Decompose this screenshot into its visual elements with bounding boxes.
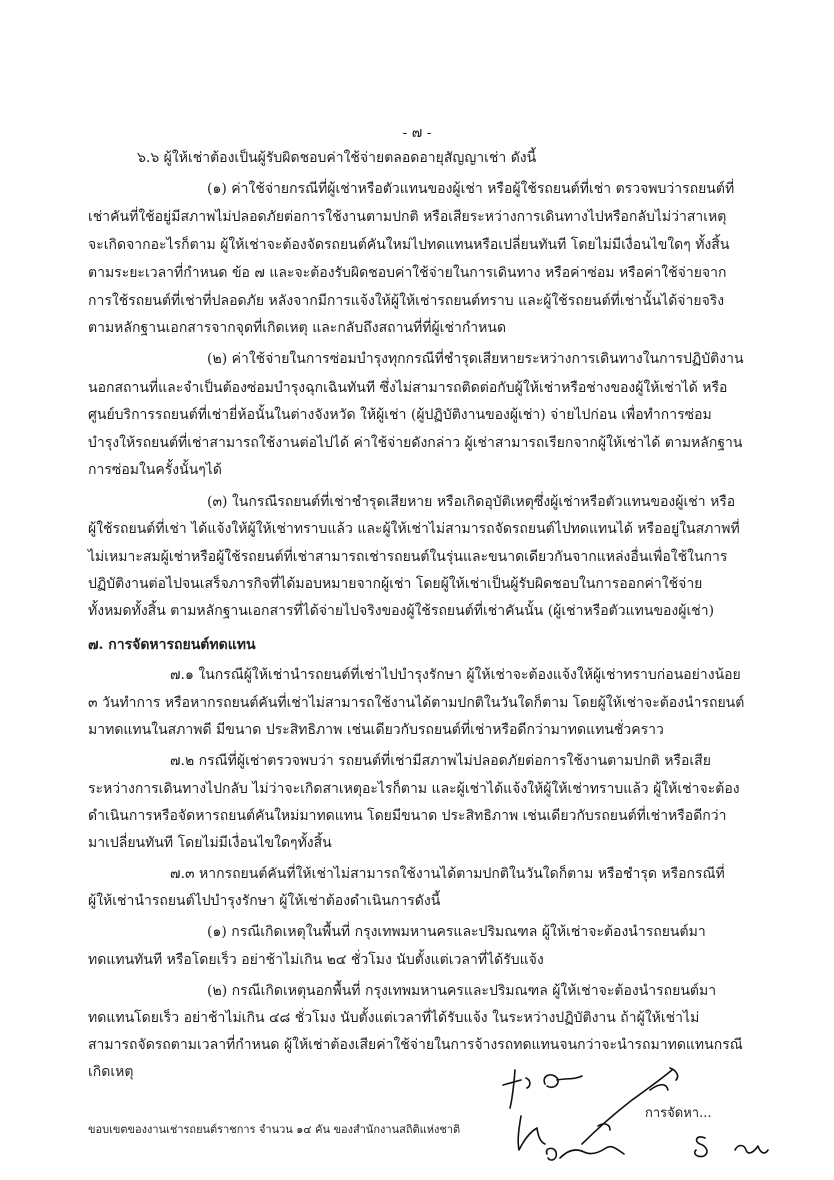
item-2-line: ศูนย์บริการรถยนต์ที่เช่ายี่ห้อนั้นในต่างจังหวัด ให้ผู้เช่า (ผู้ปฏิบัติงานของผู้เช่า) จ่ายไปก่อน เพื่อทำการซ่อม	[88, 407, 712, 423]
para-7-2-line: ๗.๒ กรณีที่ผู้เช่าตรวจพบว่า รถยนต์ที่เช่ามีสภาพไม่ปลอดภัยต่อการใช้งานตามปกติ หรือเสีย	[170, 753, 711, 769]
item-3-line: ไม่เหมาะสมผู้เช่าหรือผู้ใช้รถยนต์ที่เช่าสามารถเช่ารถยนต์ในรุ่นและขนาดเดียวกันจากแหล่งอื่นเพื่อใช้ในการ	[88, 549, 728, 565]
page-number: - ๗ -	[402, 125, 432, 141]
item-3-line: (๓) ในกรณีรถยนต์ที่เช่าชำรุดเสียหาย หรือเกิดอุบัติเหตุซึ่งผู้เช่าหรือตัวแทนของผู้เช่า หรือ	[207, 494, 736, 510]
footer-text: ขอบเขตของงานเช่ารถยนต์ราชการ จำนวน ๑๔ คัน ของสำนักงานสถิติแห่งชาติ	[88, 1123, 461, 1136]
para-7-3-2-line: เกิดเหตุ	[88, 1064, 134, 1080]
signature-1	[503, 1070, 582, 1108]
section-7-heading: ๗. การจัดหารถยนต์ทดแทน	[88, 637, 256, 653]
item-2-line: บำรุงให้รถยนต์ที่เช่าสามารถใช้งานต่อไปได้ ค่าใช้จ่ายดังกล่าว ผู้เช่าสามารถเรียกจากผู้ให้เช่าได้ ตามหลักฐาน	[88, 435, 743, 451]
section-6-6-title: ๖.๖ ผู้ให้เช่าต้องเป็นผู้รับผิดชอบค่าใช้จ่ายตลอดอายุสัญญาเช่า ดังนี้	[137, 150, 537, 166]
para-7-2-line: ดำเนินการหรือจัดหารถยนต์คันใหม่มาทดแทน โดยมีขนาด ประสิทธิภาพ เช่นเดียวกับรถยนต์ที่เช่าหรือดีกว่า	[88, 808, 727, 824]
item-1-line: ตามหลักฐานเอกสารจากจุดที่เกิดเหตุ และกลับถึงสถานที่ที่ผู้เช่ากำหนด	[88, 320, 507, 336]
item-2-line: (๒) ค่าใช้จ่ายในการซ่อมบำรุงทุกกรณีที่ชำรุดเสียหายระหว่างการเดินทางในการปฏิบัติงาน	[207, 351, 744, 367]
para-7-3-1-line: ทดแทนทันที หรือโดยเร็ว อย่าช้าไม่เกิน ๒๔ ชั่วโมง นับตั้งแต่เวลาที่ได้รับแจ้ง	[88, 952, 544, 968]
para-7-1-line: มาทดแทนในสภาพดี มีขนาด ประสิทธิภาพ เช่นเดียวกับรถยนต์ที่เช่าหรือดีกว่ามาทดแทนชั่วคราว	[88, 722, 664, 738]
para-7-3-line: ๗.๓ หากรถยนต์คันที่ให้เช่าไม่สามารถใช้งานได้ตามปกติในวันใดก็ตาม หรือชำรุด หรือกรณีที่	[170, 866, 725, 882]
para-7-3-2-line: สามารถจัดรถตามเวลาที่กำหนด ผู้ให้เช่าต้องเสียค่าใช้จ่ายในการจ้างรถทดแทนจนกว่าจะนำรถมาทดแทนกรณี	[88, 1037, 743, 1053]
signature-2	[518, 1116, 545, 1150]
para-7-3-2-line: (๒) กรณีเกิดเหตุนอกพื้นที่ กรุงเทพมหานครและปริมณฑล ผู้ให้เช่าจะต้องนำรถยนต์มา	[207, 983, 717, 999]
para-7-3-line: ผู้ให้เช่านำรถยนต์ไปบำรุงรักษา ผู้ให้เช่าต้องดำเนินการดังนี้	[88, 893, 441, 909]
signature-3	[582, 1068, 678, 1144]
signature-4	[546, 1147, 624, 1160]
item-2-line: การซ่อมในครั้งนั้นๆได้	[88, 462, 222, 478]
item-1-line: เช่าคันที่ใช้อยู่มีสภาพไม่ปลอดภัยต่อการใช้งานตามปกติ หรือเสียระหว่างการเดินทางไปหรือกลับไม่ว่าสาเหตุ	[88, 209, 727, 225]
item-1-line: การใช้รถยนต์ที่เช่าที่ปลอดภัย หลังจากมีการแจ้งให้ผู้ให้เช่ารถยนต์ทราบ และผู้ใช้รถยนต์ที่เช่านั้นได้จ่ายจริง	[88, 293, 725, 309]
item-3-line: ทั้งหมดทั้งสิ้น ตามหลักฐานเอกสารที่ได้จ่ายไปจริงของผู้ใช้รถยนต์ที่เช่าคันนั้น (ผู้เช่าหรือตัวแทนของผู้เช่า)	[88, 603, 715, 619]
item-3-line: ผู้ใช้รถยนต์ที่เช่า ได้แจ้งให้ผู้ให้เช่าทราบแล้ว และผู้ให้เช่าไม่สามารถจัดรถยนต์ไปทดแทนได้ หรืออยู่ในสภาพที่	[88, 521, 740, 537]
item-1-line: (๑) ค่าใช้จ่ายกรณีที่ผู้เช่าหรือตัวแทนของผู้เช่า หรือผู้ใช้รถยนต์ที่เช่า ตรวจพบว่ารถยนต์ที่	[207, 181, 735, 197]
continuation-text: การจัดหา...	[645, 1106, 712, 1121]
para-7-2-line: มาเปลี่ยนทันที โดยไม่มีเงื่อนไขใดๆทั้งสิ้น	[88, 835, 332, 851]
para-7-1-line: ๗.๑ ในกรณีผู้ให้เช่านำรถยนต์ที่เช่าไปบำรุงรักษา ผู้ให้เช่าจะต้องแจ้งให้ผู้เช่าทราบก่อนอย่างน้อย	[170, 667, 741, 683]
signature-5	[695, 1137, 768, 1157]
para-7-2-line: ระหว่างการเดินทางไปกลับ ไม่ว่าจะเกิดสาเหตุอะไรก็ตาม และผู้เช่าได้แจ้งให้ผู้ให้เช่าทราบแล้ว ผู้ให้เช่าจะต้อง	[88, 781, 740, 797]
item-1-line: ตามระยะเวลาที่กำหนด ข้อ ๗ และจะต้องรับผิดชอบค่าใช้จ่ายในการเดินทาง หรือค่าซ่อม หรือค่าใช้จ่ายจาก	[88, 265, 727, 281]
item-2-line: นอกสถานที่และจำเป็นต้องซ่อมบำรุงฉุกเฉินทันที ซึ่งไม่สามารถติดต่อกับผู้ให้เช่าหรือช่างของผู้ให้เช่าได้ หรือ	[88, 380, 728, 396]
para-7-3-2-line: ทดแทนโดยเร็ว อย่าช้าไม่เกิน ๔๘ ชั่วโมง นับตั้งแต่เวลาที่ได้รับแจ้ง ในระหว่างปฏิบัติงาน ถ้าผู้ให้เช่าไม่	[88, 1010, 700, 1026]
item-1-line: จะเกิดจากอะไรก็ตาม ผู้ให้เช่าจะต้องจัดรถยนต์คันใหม่ไปทดแทนหรือเปลี่ยนทันที โดยไม่มีเงื่อนไขใดๆ ทั้งสิ้น	[88, 237, 730, 253]
item-3-line: ปฏิบัติงานต่อไปจนเสร็จภารกิจที่ได้มอบหมายจากผู้เช่า โดยผู้ให้เช่าเป็นผู้รับผิดชอบในการออกค่าใช้จ่าย	[88, 576, 703, 592]
para-7-1-line: ๓ วันทำการ หรือหากรถยนต์คันที่เช่าไม่สามารถใช้งานได้ตามปกติในวันใดก็ตาม โดยผู้ให้เช่าจะต้องนำรถยนต์	[88, 695, 745, 711]
para-7-3-1-line: (๑) กรณีเกิดเหตุในพื้นที่ กรุงเทพมหานครและปริมณฑล ผู้ให้เช่าจะต้องนำรถยนต์มา	[207, 924, 706, 940]
